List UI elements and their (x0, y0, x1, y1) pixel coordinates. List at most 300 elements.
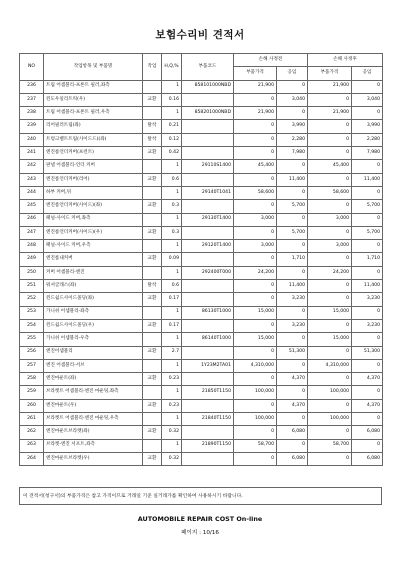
cell-part-code: 858201000NBD (182, 107, 234, 120)
cell-after-labor: 6,080 (352, 452, 383, 465)
cell-before-part-price: 0 (234, 346, 277, 359)
table-row (20, 107, 383, 120)
cell-item: 엔진마운트(우) (44, 399, 143, 412)
cell-after-labor: 0 (352, 160, 383, 173)
cell-before-labor: 0 (277, 266, 308, 279)
cell-item: 엔진마운트브라켓(우) (44, 452, 143, 465)
cell-before-labor: 0 (277, 359, 308, 372)
cell-before-labor: 3,230 (277, 293, 308, 306)
cell-before-part-price: 58,700 (234, 439, 277, 452)
cell-part-code (182, 200, 234, 213)
cell-item: 트렁크벨트트림(사이드드)(좌) (44, 133, 143, 146)
cell-before-labor: 0 (277, 213, 308, 226)
cell-after-labor: 0 (352, 306, 383, 319)
cell-after-part-price: 0 (308, 133, 352, 146)
cell-before-part-price: 0 (234, 319, 277, 332)
cell-before-part-price: 3,000 (234, 213, 277, 226)
table-row (20, 200, 383, 213)
cell-no: 245 (20, 200, 44, 213)
table-row (20, 186, 383, 199)
table-row (20, 346, 383, 359)
table-row (20, 373, 383, 386)
cell-hq: 2.7 (162, 346, 182, 359)
cell-after-part-price: 0 (308, 200, 352, 213)
cell-no: 256 (20, 346, 44, 359)
cell-before-part-price: 0 (234, 133, 277, 146)
cell-hq: 0.32 (162, 426, 182, 439)
cell-work (143, 359, 162, 372)
cell-part-code (182, 173, 234, 186)
cell-hq: 1 (162, 439, 182, 452)
cell-after-labor: 0 (352, 107, 383, 120)
cell-item: 엔진룸내커버 (44, 253, 143, 266)
cell-no: 262 (20, 426, 44, 439)
cell-item: 패널-사이드 커버,좌측 (44, 213, 143, 226)
header-part-code: 부품코드 (182, 54, 234, 81)
cell-item: 윈드쉴드사이드몰딩(우) (44, 319, 143, 332)
cell-after-part-price: 3,000 (308, 240, 352, 253)
cell-item: 엔진 어셈블리-서브 (44, 359, 143, 372)
cell-before-part-price: 15,000 (234, 306, 277, 319)
cell-before-labor: 5,700 (277, 200, 308, 213)
cell-item: 브라켓-엔진 서포트,좌측 (44, 439, 143, 452)
cell-after-labor: 0 (352, 186, 383, 199)
table-row (20, 439, 383, 452)
cell-part-code (182, 133, 234, 146)
cell-before-labor: 6,080 (277, 452, 308, 465)
cell-before-part-price: 0 (234, 280, 277, 293)
cell-item: 패널-사이드 커버,우측 (44, 240, 143, 253)
header-work: 작업 (143, 54, 162, 81)
table-row (20, 386, 383, 399)
cell-before-labor: 2,280 (277, 133, 308, 146)
cell-item: 가니쉬 어셈블리-우측 (44, 333, 143, 346)
cell-item: 엔진마운트(좌) (44, 373, 143, 386)
cell-no: 242 (20, 160, 44, 173)
cell-before-part-price: 4,310,000 (234, 359, 277, 372)
cell-work (143, 439, 162, 452)
cell-part-code (182, 346, 234, 359)
table-row (20, 319, 383, 332)
cell-before-part-price: 24,200 (234, 266, 277, 279)
cell-no: 250 (20, 266, 44, 279)
cell-before-labor: 0 (277, 333, 308, 346)
cell-after-labor: 0 (352, 240, 383, 253)
cell-part-code: 29110S1400 (182, 160, 234, 173)
cell-before-part-price: 0 (234, 120, 277, 133)
table-row (20, 147, 383, 160)
cell-after-part-price: 0 (308, 452, 352, 465)
cell-before-labor: 7,980 (277, 147, 308, 160)
cell-after-part-price: 100,000 (308, 386, 352, 399)
cell-after-labor: 1,710 (352, 253, 383, 266)
cell-after-labor: 0 (352, 333, 383, 346)
header-item: 작업항목 및 부품명 (44, 54, 143, 81)
cell-before-labor: 0 (277, 413, 308, 426)
cell-after-labor: 0 (352, 80, 383, 93)
table-row (20, 160, 383, 173)
cell-no: 238 (20, 107, 44, 120)
cell-after-labor: 11,400 (352, 280, 383, 293)
table-row (20, 80, 383, 93)
cell-no: 237 (20, 93, 44, 106)
cell-part-code (182, 120, 234, 133)
cell-item: 엔진룸언더커버(사이드)(우) (44, 226, 143, 239)
cell-after-part-price: 45,400 (308, 160, 352, 173)
cell-no: 246 (20, 213, 44, 226)
cell-after-part-price: 0 (308, 399, 352, 412)
cell-work: 교환 (143, 200, 162, 213)
cell-item: 윈드쉴드사이드몰딩(좌) (44, 293, 143, 306)
cell-after-labor: 0 (352, 266, 383, 279)
cell-after-labor: 5,700 (352, 226, 383, 239)
table-row (20, 306, 383, 319)
cell-before-part-price: 21,900 (234, 107, 277, 120)
cell-part-code (182, 452, 234, 465)
cell-no: 258 (20, 373, 44, 386)
cell-no: 254 (20, 319, 44, 332)
cell-after-labor: 0 (352, 386, 383, 399)
cell-after-part-price: 100,000 (308, 413, 352, 426)
cell-after-labor: 7,980 (352, 147, 383, 160)
cell-part-code (182, 373, 234, 386)
cell-before-part-price: 100,000 (234, 413, 277, 426)
cell-hq: 0.09 (162, 253, 182, 266)
table-header (20, 54, 383, 81)
cell-after-labor: 5,700 (352, 200, 383, 213)
cell-after-labor: 2,280 (352, 133, 383, 146)
cell-work: 교환 (143, 293, 162, 306)
table-row (20, 120, 383, 133)
cell-before-labor: 0 (277, 306, 308, 319)
cell-item: 리어필러트림(좌) (44, 120, 143, 133)
cell-before-part-price: 0 (234, 373, 277, 386)
cell-part-code (182, 226, 234, 239)
table-row (20, 333, 383, 346)
cell-no: 255 (20, 333, 44, 346)
cell-item: 엔진룸언더커버(리어) (44, 173, 143, 186)
table-body (20, 80, 383, 466)
cell-no: 264 (20, 452, 44, 465)
estimate-table (19, 53, 383, 466)
cell-after-part-price: 0 (308, 373, 352, 386)
cell-hq: 1 (162, 107, 182, 120)
cell-item: 가니쉬 어셈블리-좌측 (44, 306, 143, 319)
cell-before-labor: 0 (277, 80, 308, 93)
cell-item: 워셔글래스(좌) (44, 280, 143, 293)
cell-after-part-price: 21,900 (308, 107, 352, 120)
table-row (20, 452, 383, 465)
cell-after-labor: 3,230 (352, 319, 383, 332)
table-row (20, 253, 383, 266)
cell-work: 탈착 (143, 120, 162, 133)
cell-no: 240 (20, 133, 44, 146)
cell-work (143, 160, 162, 173)
cell-part-code: 29120T1400 (182, 240, 234, 253)
cell-before-part-price: 58,600 (234, 186, 277, 199)
table-row (20, 359, 383, 372)
cell-part-code: 21840T1150 (182, 413, 234, 426)
cell-hq: 1 (162, 306, 182, 319)
cell-after-labor: 4,370 (352, 399, 383, 412)
header-after-labor: 공임 (352, 67, 383, 80)
table-row (20, 213, 383, 226)
cell-work (143, 213, 162, 226)
cell-hq: 1 (162, 266, 182, 279)
header-before-assessment: 손해 사정전 (234, 54, 308, 67)
cell-work (143, 386, 162, 399)
cell-after-part-price: 15,000 (308, 306, 352, 319)
cell-work: 교환 (143, 452, 162, 465)
cell-work (143, 240, 162, 253)
cell-before-part-price: 0 (234, 293, 277, 306)
cell-after-part-price: 0 (308, 280, 352, 293)
cell-work (143, 80, 162, 93)
cell-before-labor: 4,370 (277, 399, 308, 412)
cell-work: 교환 (143, 147, 162, 160)
cell-hq: 1 (162, 413, 182, 426)
cell-part-code (182, 253, 234, 266)
cell-work (143, 266, 162, 279)
cell-item: 브라켓트 어셈블리-엔진 마운팅,좌측 (44, 386, 143, 399)
cell-no: 243 (20, 173, 44, 186)
cell-hq: 0.17 (162, 319, 182, 332)
cell-work: 교환 (143, 253, 162, 266)
cell-before-part-price: 45,400 (234, 160, 277, 173)
cell-part-code (182, 147, 234, 160)
cell-after-labor: 0 (352, 413, 383, 426)
cell-before-part-price: 21,900 (234, 80, 277, 93)
cell-after-labor: 51,300 (352, 346, 383, 359)
cell-item: 윈도우일리트릭(우) (44, 93, 143, 106)
cell-part-code (182, 93, 234, 106)
cell-item: 트림 어셈블리-프론트 필러,우측 (44, 107, 143, 120)
cell-item: 트림 어셈블리-프론트 필러,좌측 (44, 80, 143, 93)
cell-work: 교환 (143, 426, 162, 439)
cell-after-labor: 4,370 (352, 373, 383, 386)
cell-no: 248 (20, 240, 44, 253)
cell-hq: 1 (162, 333, 182, 346)
cell-before-labor: 11,400 (277, 280, 308, 293)
cell-after-part-price: 21,900 (308, 80, 352, 93)
cell-before-labor: 1,710 (277, 253, 308, 266)
header-no: NO (20, 54, 44, 81)
cell-before-part-price: 0 (234, 200, 277, 213)
cell-after-labor: 11,400 (352, 173, 383, 186)
cell-work: 탈착 (143, 133, 162, 146)
cell-before-part-price: 0 (234, 226, 277, 239)
cell-part-code (182, 319, 234, 332)
cell-after-labor: 6,080 (352, 426, 383, 439)
table-row (20, 293, 383, 306)
cell-after-labor: 0 (352, 213, 383, 226)
cell-work (143, 186, 162, 199)
header-before-labor: 공임 (277, 67, 308, 80)
cell-before-labor: 5,700 (277, 226, 308, 239)
cell-no: 239 (20, 120, 44, 133)
cell-part-code: 21850T1150 (182, 386, 234, 399)
cell-item: 엔진룸언더커버(사이드)(좌) (44, 200, 143, 213)
table-row (20, 133, 383, 146)
cell-part-code (182, 399, 234, 412)
cell-hq: 0.12 (162, 133, 182, 146)
cell-hq: 0.17 (162, 293, 182, 306)
cell-no: 253 (20, 306, 44, 319)
cell-after-part-price: 0 (308, 93, 352, 106)
cell-before-labor: 0 (277, 160, 308, 173)
cell-no: 259 (20, 386, 44, 399)
cell-after-part-price: 0 (308, 173, 352, 186)
cell-after-part-price: 4,310,000 (308, 359, 352, 372)
cell-part-code: 86130T1000 (182, 306, 234, 319)
cell-no: 236 (20, 80, 44, 93)
cell-after-part-price: 0 (308, 346, 352, 359)
cell-part-code (182, 280, 234, 293)
cell-part-code: 86140T1000 (182, 333, 234, 346)
cell-before-part-price: 0 (234, 147, 277, 160)
cell-before-labor: 0 (277, 107, 308, 120)
cell-part-code: 1Y23M2TA01 (182, 359, 234, 372)
cell-hq: 1 (162, 386, 182, 399)
table-row (20, 266, 383, 279)
cell-after-part-price: 15,000 (308, 333, 352, 346)
table-row (20, 226, 383, 239)
cell-before-part-price: 0 (234, 452, 277, 465)
cell-hq: 0.6 (162, 173, 182, 186)
cell-hq: 0.3 (162, 226, 182, 239)
cell-part-code: 29130T1400 (182, 213, 234, 226)
table-row (20, 240, 383, 253)
cell-before-labor: 0 (277, 439, 308, 452)
header-before-part-price: 부품가격 (234, 67, 277, 80)
header-after-part-price: 부품가격 (308, 67, 352, 80)
table-row (20, 280, 383, 293)
cell-part-code: 292400T000 (182, 266, 234, 279)
cell-before-part-price: 15,000 (234, 333, 277, 346)
cell-before-labor: 3,040 (277, 93, 308, 106)
cell-hq: 0.3 (162, 200, 182, 213)
cell-after-part-price: 58,700 (308, 439, 352, 452)
cell-no: 249 (20, 253, 44, 266)
cell-work: 탈착 (143, 280, 162, 293)
cell-before-labor: 3,230 (277, 319, 308, 332)
cell-after-part-price: 0 (308, 147, 352, 160)
cell-after-labor: 0 (352, 439, 383, 452)
cell-hq: 1 (162, 186, 182, 199)
cell-before-labor: 4,370 (277, 373, 308, 386)
cell-before-part-price: 0 (234, 426, 277, 439)
cell-hq: 1 (162, 240, 182, 253)
cell-work: 교환 (143, 319, 162, 332)
cell-after-labor: 0 (352, 359, 383, 372)
cell-hq: 1 (162, 359, 182, 372)
cell-before-labor: 11,400 (277, 173, 308, 186)
cell-after-part-price: 0 (308, 319, 352, 332)
header-hq: H,Q,% (162, 54, 182, 81)
cell-no: 247 (20, 226, 44, 239)
cell-work: 교환 (143, 173, 162, 186)
cell-work: 교환 (143, 373, 162, 386)
cell-after-labor: 3,230 (352, 293, 383, 306)
cell-before-part-price: 0 (234, 173, 277, 186)
cell-after-labor: 3,040 (352, 93, 383, 106)
cell-work: 교환 (143, 346, 162, 359)
cell-hq: 0.21 (162, 120, 182, 133)
cell-hq: 0.23 (162, 373, 182, 386)
cell-hq: 1 (162, 160, 182, 173)
cell-no: 260 (20, 399, 44, 412)
cell-after-part-price: 0 (308, 120, 352, 133)
cell-no: 261 (20, 413, 44, 426)
cell-before-part-price: 3,000 (234, 240, 277, 253)
cell-before-labor: 0 (277, 240, 308, 253)
cell-part-code: 29140T1041 (182, 186, 234, 199)
cell-work (143, 107, 162, 120)
cell-item: 브라켓트 어셈블리-엔진 마운팅,우측 (44, 413, 143, 426)
table-row (20, 413, 383, 426)
cell-work: 교환 (143, 93, 162, 106)
header-after-assessment: 손해 사정후 (308, 54, 383, 67)
cell-before-part-price: 100,000 (234, 386, 277, 399)
cell-after-labor: 3,990 (352, 120, 383, 133)
cell-item: 엔진마운트브라켓(좌) (44, 426, 143, 439)
table-row (20, 426, 383, 439)
cell-before-labor: 6,080 (277, 426, 308, 439)
cell-work: 교환 (143, 399, 162, 412)
cell-hq: 0.6 (162, 280, 182, 293)
cell-hq: 1 (162, 80, 182, 93)
cell-no: 251 (20, 280, 44, 293)
cell-after-part-price: 58,600 (308, 186, 352, 199)
cell-before-part-price: 0 (234, 93, 277, 106)
cell-item: 커버 어셈블리-엔진 (44, 266, 143, 279)
footer-title: AUTOMOBILE REPAIR COST On-line (137, 515, 263, 523)
cell-item: 하부 커버,뒤 (44, 186, 143, 199)
cell-before-part-price: 0 (234, 253, 277, 266)
cell-hq: 0.23 (162, 399, 182, 412)
document-title: 보험수리비 견적서 (155, 29, 245, 41)
cell-no: 241 (20, 147, 44, 160)
cell-item: 판넬 어셈블리-언더 커버 (44, 160, 143, 173)
cell-work: 교환 (143, 226, 162, 239)
table-row (20, 93, 383, 106)
cell-after-part-price: 0 (308, 293, 352, 306)
cell-part-code (182, 293, 234, 306)
cell-hq: 0.42 (162, 147, 182, 160)
cell-after-part-price: 0 (308, 253, 352, 266)
cell-after-part-price: 24,200 (308, 266, 352, 279)
cell-after-part-price: 0 (308, 426, 352, 439)
cell-before-labor: 3,990 (277, 120, 308, 133)
cell-after-part-price: 3,000 (308, 213, 352, 226)
cell-part-code: 858101000NBD (182, 80, 234, 93)
price-note: 이 견적서(청구서)의 부품가격은 참고 가격이므로 거래일 기준 실거래가를 확인하여 사용하시기 바랍니다. (19, 487, 382, 505)
cell-hq: 1 (162, 213, 182, 226)
cell-part-code: 21890T1150 (182, 439, 234, 452)
cell-before-labor: 0 (277, 186, 308, 199)
cell-item: 엔진룸언더커버(프런트) (44, 147, 143, 160)
table-row (20, 173, 383, 186)
cell-work (143, 413, 162, 426)
cell-item: 엔진어셈블리 (44, 346, 143, 359)
cell-work (143, 333, 162, 346)
cell-no: 244 (20, 186, 44, 199)
cell-hq: 0.16 (162, 93, 182, 106)
cell-part-code (182, 426, 234, 439)
table-row (20, 399, 383, 412)
cell-work (143, 306, 162, 319)
cell-before-labor: 0 (277, 386, 308, 399)
